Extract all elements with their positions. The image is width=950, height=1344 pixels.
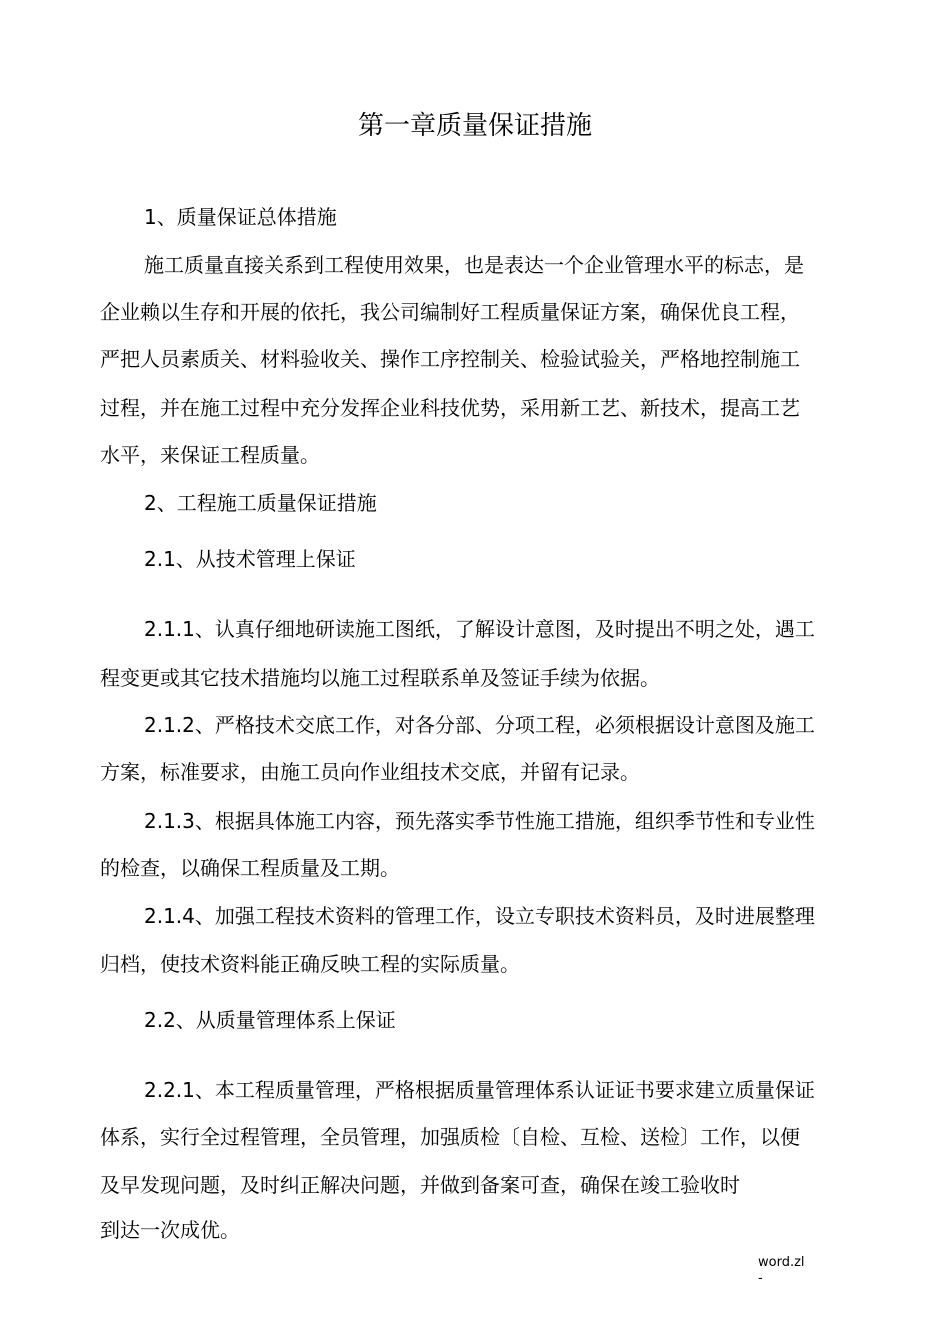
paragraph-line: 方案，标准要求，由施工员向作业组技术交底，并留有记录。 <box>100 760 640 784</box>
paragraph-line: 企业赖以生存和开展的依托，我公司编制好工程质量保证方案，确保优良工程， <box>100 300 800 324</box>
paragraph-line: 到达一次成优。 <box>100 1218 240 1242</box>
paragraph-line: 及早发现问题，及时纠正解决问题，并做到备案可查，确保在竣工验收时 <box>100 1173 740 1197</box>
page-title: 第一章质量保证措施 <box>357 111 592 141</box>
section-heading-2-2: 2.2、从质量管理体系上保证 <box>144 1008 396 1032</box>
paragraph-line: 过程，并在施工过程中充分发挥企业科技优势，采用新工艺、新技术，提高工艺 <box>100 396 800 420</box>
footer-text: word.zl <box>758 1255 805 1270</box>
paragraph-line: 施工质量直接关系到工程使用效果，也是表达一个企业管理水平的标志，是 <box>144 253 804 277</box>
paragraph-line: 程变更或其它技术措施均以施工过程联系单及签证手续为依据。 <box>100 666 660 690</box>
paragraph-line: 2.1.2、严格技术交底工作，对各分部、分项工程，必须根据设计意图及施工 <box>144 713 815 737</box>
paragraph-line: 2.1.3、根据具体施工内容，预先落实季节性施工措施，组织季节性和专业性 <box>144 809 815 833</box>
paragraph-line: 2.2.1、本工程质量管理，严格根据质量管理体系认证证书要求建立质量保证 <box>144 1078 815 1102</box>
paragraph-line: 2.1.4、加强工程技术资料的管理工作，设立专职技术资料员，及时进展整理 <box>144 904 815 928</box>
footer-dash: - <box>758 1271 763 1286</box>
paragraph-line: 水平，来保证工程质量。 <box>100 443 320 467</box>
section-heading-2-1: 2.1、从技术管理上保证 <box>144 547 356 571</box>
section-heading-2: 2、工程施工质量保证措施 <box>144 491 377 515</box>
paragraph-line: 体系，实行全过程管理，全员管理，加强质检〔自检、互检、送检〕工作，以便 <box>100 1125 800 1149</box>
paragraph-line: 严把人员素质关、材料验收关、操作工序控制关、检验试验关，严格地控制施工 <box>100 347 800 371</box>
paragraph-line: 2.1.1、认真仔细地研读施工图纸，了解设计意图，及时提出不明之处，遇工 <box>144 617 815 641</box>
paragraph-line: 的检查，以确保工程质量及工期。 <box>100 856 400 880</box>
section-heading-1: 1、质量保证总体措施 <box>144 205 337 229</box>
paragraph-line: 归档，使技术资料能正确反映工程的实际质量。 <box>100 952 520 976</box>
